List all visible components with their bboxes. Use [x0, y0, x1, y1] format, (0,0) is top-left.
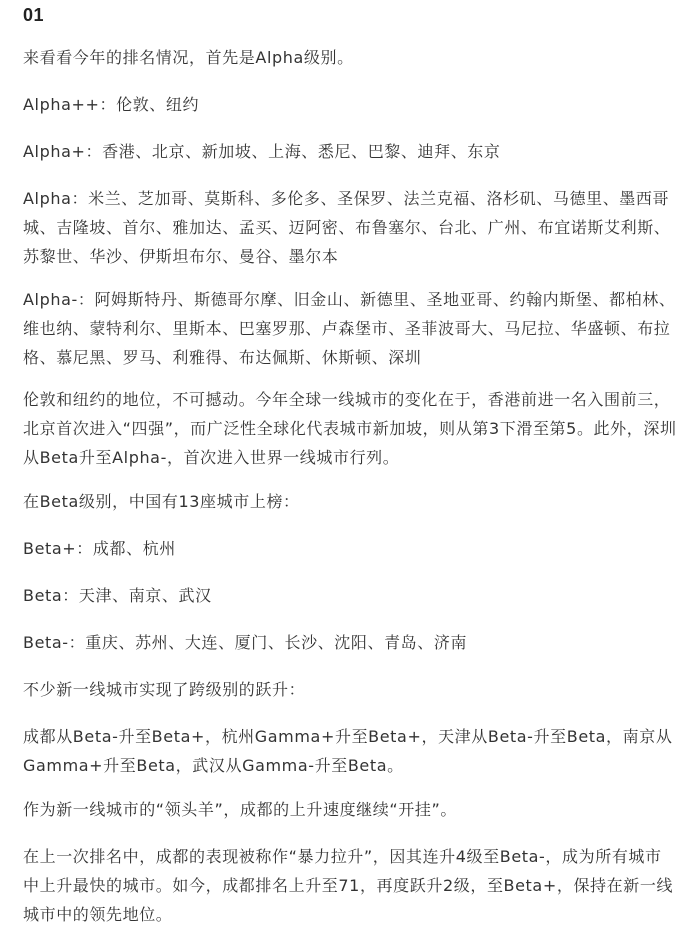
paragraph-alpha: Alpha：米兰、芝加哥、莫斯科、多伦多、圣保罗、法兰克福、洛杉矶、马德里、墨西哥城、吉隆坡、首尔、雅加达、孟买、迈阿密、布鲁塞尔、台北、广州、布宜诺斯艾利斯、苏黎世、华沙、伊斯坦布尔、曼谷、墨尔本: [23, 189, 671, 266]
paragraph-alpha-plus: Alpha+：香港、北京、新加坡、上海、悉尼、巴黎、迪拜、东京: [23, 142, 501, 161]
paragraph-beta: Beta：天津、南京、武汉: [23, 586, 212, 605]
paragraph-beta-intro: 在Beta级别，中国有13座城市上榜：: [23, 492, 300, 511]
paragraph-chengdu-ranking: 在上一次排名中，成都的表现被称作“暴力拉升”，因其连升4级至Beta-，成为所有城市中上升最快的城市。如今，成都排名上升至71，再度跃升2级，至Beta+，保持在新一线城市中的领先地位。: [23, 847, 674, 924]
paragraph-beta-minus: Beta-：重庆、苏州、大连、厦门、长沙、沈阳、青岛、济南: [23, 633, 468, 652]
paragraph-alpha-minus: Alpha-：阿姆斯特丹、斯德哥尔摩、旧金山、新德里、圣地亚哥、约翰内斯堡、都柏林、维也纳、蒙特利尔、里斯本、巴塞罗那、卢森堡市、圣菲波哥大、马尼拉、华盛顿、布拉格、慕尼黑、罗马、利雅得、布达佩斯、休斯顿、深圳: [23, 290, 676, 367]
paragraph-chengdu-leader: 作为新一线城市的“领头羊”，成都的上升速度继续“开挂”。: [23, 800, 457, 819]
paragraph-leaps: 成都从Beta-升至Beta+，杭州Gamma+升至Beta+，天津从Beta-升至Beta，南京从Gamma+升至Beta，武汉从Gamma-升至Beta。: [23, 727, 673, 775]
paragraph-leap-intro: 不少新一线城市实现了跨级别的跃升：: [23, 680, 306, 699]
paragraph-alpha-plus-plus: Alpha++：伦敦、纽约: [23, 95, 200, 114]
paragraph-beta-plus: Beta+：成都、杭州: [23, 539, 176, 558]
paragraph-analysis: 伦敦和纽约的地位，不可撼动。今年全球一线城市的变化在于，香港前进一名入围前三，北京首次进入“四强”，而广泛性全球化代表城市新加坡，则从第3下滑至第5。此外，深圳从Beta升至Alpha-，首次进入世界一线城市行列。: [23, 390, 677, 467]
paragraph-intro: 来看看今年的排名情况，首先是Alpha级别。: [23, 48, 354, 67]
section-number: 01: [23, 5, 45, 25]
